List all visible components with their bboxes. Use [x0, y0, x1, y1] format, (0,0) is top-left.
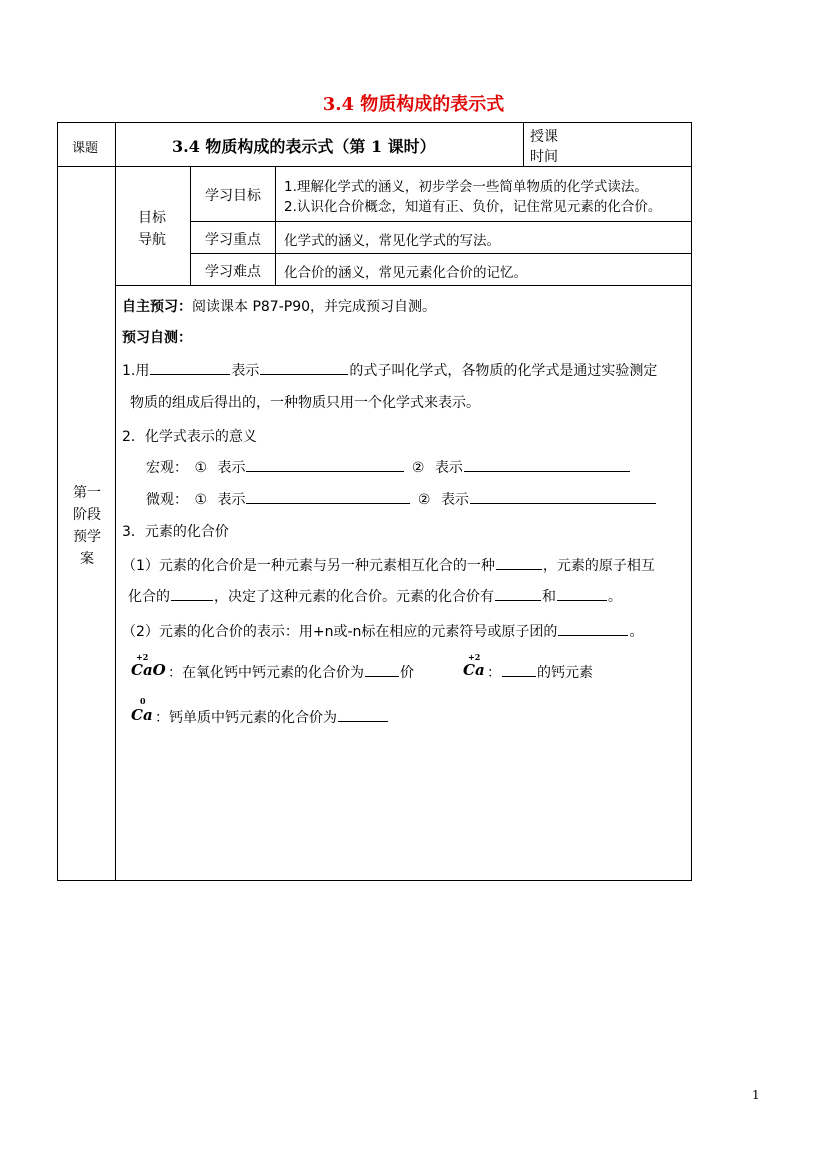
micro-line	[146, 489, 657, 509]
text: 的式子叫化学式，各物质的化学式是通过实验测定	[349, 363, 658, 379]
macro-line	[146, 457, 631, 477]
grid-line	[115, 285, 692, 286]
question-3-1-cont	[128, 586, 622, 606]
topic-value: 3.4 物质构成的表示式（第 1 课时）	[172, 137, 436, 156]
question-1-cont: 物质的组成后得出的，一种物质只用一个化学式来表示。	[130, 395, 480, 411]
goal-line: 1.理解化学式的涵义，初步学会一些简单物质的化学式读法。	[284, 179, 648, 195]
text: 表示	[440, 492, 469, 508]
grid-line	[57, 166, 692, 167]
grid-line	[523, 122, 524, 166]
page-number: 1	[752, 1088, 760, 1102]
text: 微观：	[146, 492, 188, 508]
answer-blank[interactable]	[496, 568, 542, 570]
answer-blank[interactable]	[171, 599, 213, 601]
goals-label-2: 导航	[138, 232, 166, 248]
text: 1.用	[122, 363, 150, 379]
text: ②	[411, 460, 425, 476]
goal-row-label: 学习目标	[205, 188, 261, 204]
grid-line	[190, 221, 692, 222]
text: 表示	[217, 492, 246, 508]
question-1	[122, 360, 657, 380]
text: ，元素的原子相互	[542, 558, 655, 574]
grid-line	[275, 166, 276, 285]
text: 。	[608, 589, 622, 605]
text: 表示	[434, 460, 463, 476]
text: ，决定了这种元素的化合价。元素的化合价有	[214, 589, 494, 605]
answer-blank[interactable]	[557, 599, 607, 601]
section-label-1: 第一	[73, 485, 101, 501]
time-label-1: 授课	[530, 129, 558, 145]
time-label-2: 时间	[530, 149, 558, 165]
answer-blank[interactable]	[470, 502, 656, 504]
text: ①	[194, 492, 208, 508]
question-2-title: 2．化学式表示的意义	[122, 429, 257, 445]
answer-blank[interactable]	[464, 470, 630, 472]
text: 表示	[217, 460, 246, 476]
answer-blank[interactable]	[150, 373, 230, 375]
question-3-title: 3．元素的化合价	[122, 524, 229, 540]
answer-blank[interactable]	[246, 502, 410, 504]
text: 和	[542, 589, 556, 605]
grid-line	[115, 122, 116, 881]
goal-line: 2.认识化合价概念，知道有正、负价，记住常见元素的化合价。	[284, 199, 662, 215]
goal-line: 化合价的涵义，常见元素化合价的记忆。	[284, 265, 527, 281]
document-title: 3.4 物质构成的表示式	[322, 94, 505, 115]
answer-blank[interactable]	[338, 720, 388, 722]
topic-label: 课题	[72, 141, 99, 156]
answer-blank[interactable]	[365, 675, 399, 677]
valence-mark: +2	[468, 652, 481, 662]
text: 表示	[231, 363, 260, 379]
preview-intro-bold: 自主预习：	[122, 299, 192, 315]
goals-label-1: 目标	[138, 210, 166, 226]
grid-line	[190, 253, 692, 254]
question-3-1	[122, 555, 655, 575]
chem-formula: Ca	[463, 661, 485, 679]
check-title: 预习自测：	[122, 330, 192, 346]
grid-line	[190, 166, 191, 285]
goal-line: 化学式的涵义，常见化学式的写法。	[284, 233, 500, 249]
goal-row-label: 学习难点	[205, 264, 261, 280]
answer-blank[interactable]	[558, 634, 628, 636]
text: （1）元素的化合价是一种元素与另一种元素相互化合的一种	[122, 558, 495, 574]
text: 宏观：	[146, 460, 188, 476]
text: 的钙元素	[537, 665, 593, 681]
preview-intro	[122, 296, 436, 316]
example-3	[155, 707, 389, 727]
text: ①	[194, 460, 208, 476]
answer-blank[interactable]	[260, 373, 348, 375]
text: ：钙单质中钙元素的化合价为	[155, 710, 337, 726]
section-label-3: 预学	[73, 529, 101, 545]
chem-formula: Ca	[131, 706, 153, 724]
preview-intro-text: 阅读课本 P87-P90，并完成预习自测。	[192, 299, 437, 315]
answer-blank[interactable]	[495, 599, 541, 601]
section-label-4: 案	[80, 551, 94, 567]
example-2	[487, 662, 593, 682]
valence-mark: 0	[140, 696, 146, 706]
text: 价	[400, 665, 414, 681]
text: ②	[417, 492, 431, 508]
example-1	[168, 662, 414, 682]
section-label-2: 阶段	[73, 507, 101, 523]
answer-blank[interactable]	[502, 675, 536, 677]
text: （2）元素的化合价的表示：用+n或-n标在相应的元素符号或原子团的	[122, 624, 558, 640]
text: ：	[487, 665, 501, 681]
text: 化合的	[128, 589, 170, 605]
text: ：在氧化钙中钙元素的化合价为	[168, 665, 364, 681]
chem-formula: CaO	[131, 661, 166, 679]
valence-mark: +2	[136, 652, 149, 662]
goal-row-label: 学习重点	[205, 232, 261, 248]
text: 。	[629, 624, 644, 640]
question-3-2	[122, 621, 643, 641]
answer-blank[interactable]	[246, 470, 404, 472]
